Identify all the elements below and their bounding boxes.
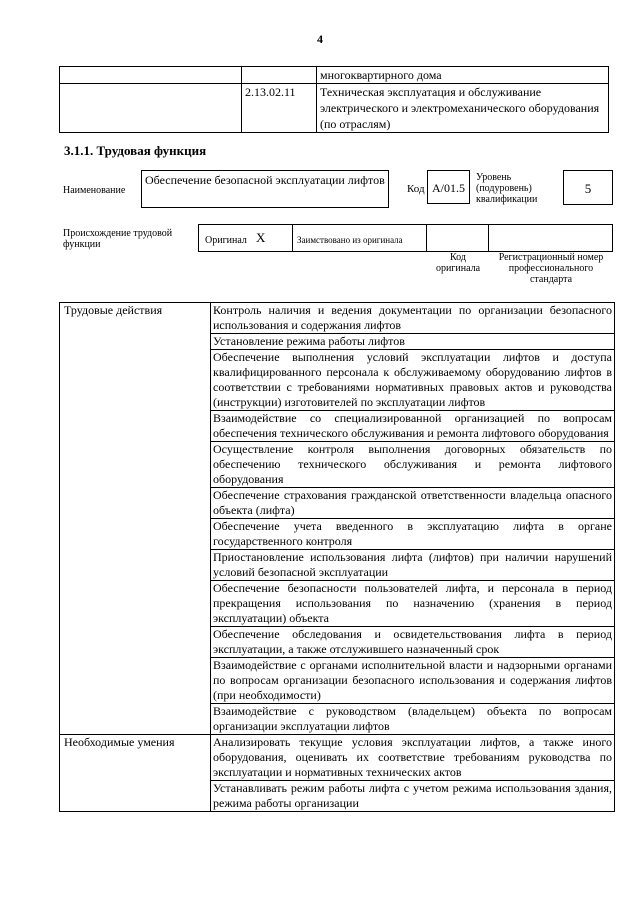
labor-action-item: Обеспечение учета введенного в эксплуатацию лифта в органе государственного контроля	[211, 519, 615, 550]
level-label: Уровень (подуровень) квалификации	[476, 172, 538, 205]
table-row	[60, 84, 609, 133]
borrowed-label: Заимствовано из оригинала	[297, 235, 403, 245]
labor-function-table	[59, 302, 615, 812]
skill-item: Устанавливать режим работы лифта с учетом режима использования здания, режима работы организации	[211, 781, 615, 812]
section-title: 3.1.1. Трудовая функция	[64, 143, 207, 158]
code-value-box: А/01.5	[427, 170, 470, 204]
table-row	[60, 735, 615, 781]
level-value-box: 5	[563, 170, 613, 205]
labor-action-item: Обеспечение безопасности пользователей лифта, и персонала в период прекращения использования по назначению (хранения в период эксплуатации) объекта	[211, 581, 615, 627]
table-cell: 2.13.02.11	[242, 84, 317, 133]
labor-action-item: Контроль наличия и ведения документации по организации безопасного использования и содержания лифтов	[211, 303, 615, 334]
code-label: Код	[407, 183, 425, 195]
labor-action-item: Обеспечение страхования гражданской ответственности владельца опасного объекта (лифта)	[211, 488, 615, 519]
table-cell: многоквартирного дома	[317, 67, 609, 84]
labor-action-item: Установление режима работы лифтов	[211, 334, 615, 350]
labor-action-item: Обеспечение выполнения условий эксплуатации лифтов и доступа квалифицированного персонала к обслуживаемому оборудованию лифтов в соответствии с требованиями нормативных правовых актов и руководства (инструкции) изготовителей по эксплуатации лифтов	[211, 350, 615, 411]
original-cell	[198, 224, 293, 252]
education-table	[59, 66, 609, 133]
borrowed-cell	[292, 224, 427, 252]
name-label: Наименование	[63, 185, 126, 196]
table-cell	[60, 84, 242, 133]
table-row	[60, 67, 609, 84]
original-mark: Х	[256, 230, 266, 245]
labor-action-item: Взаимодействие со специализированной организацией по вопросам обеспечения технического обслуживания и ремонта лифтового оборудования	[211, 411, 615, 442]
labor-action-item: Взаимодействие с руководством (владельцем) объекта по вопросам организации эксплуатации лифтов	[211, 704, 615, 735]
table-cell	[242, 67, 317, 84]
skill-item: Анализировать текущие условия эксплуатации лифтов, а также иного оборудования, оценивать их соответствие требованиям руководства по эксплуатации и нормативных технических актов	[211, 735, 615, 781]
labor-action-item: Осуществление контроля выполнения договорных обязательств по обеспечению технического обслуживания и ремонта лифтового оборудования	[211, 442, 615, 488]
labor-actions-label: Трудовые действия	[60, 303, 211, 735]
reg-number-cell	[488, 224, 613, 252]
original-label: Оригинал	[205, 235, 247, 246]
function-name-box: Обеспечение безопасной эксплуатации лифтов	[141, 170, 389, 208]
table-cell: Техническая эксплуатация и обслуживание электрического и электромеханического оборудования (по отраслям)	[317, 84, 609, 133]
code-original-caption: Код оригинала	[435, 252, 481, 274]
reg-number-caption: Регистрационный номер профессионального стандарта	[498, 252, 604, 285]
table-cell	[60, 67, 242, 84]
code-original-cell	[426, 224, 489, 252]
labor-action-item: Приостановление использования лифта (лифтов) при наличии нарушений условий безопасной эксплуатации	[211, 550, 615, 581]
skills-label: Необходимые умения	[60, 735, 211, 812]
labor-action-item: Обеспечение обследования и освидетельствования лифта в период эксплуатации, а также отслужившего назначенный срок	[211, 627, 615, 658]
origin-label: Происхождение трудовой функции	[63, 228, 173, 250]
table-row	[60, 303, 615, 334]
labor-action-item: Взаимодействие с органами исполнительной власти и надзорными органами по вопросам организации безопасного использования и содержания лифтов (при необходимости)	[211, 658, 615, 704]
page-number: 4	[317, 32, 323, 46]
